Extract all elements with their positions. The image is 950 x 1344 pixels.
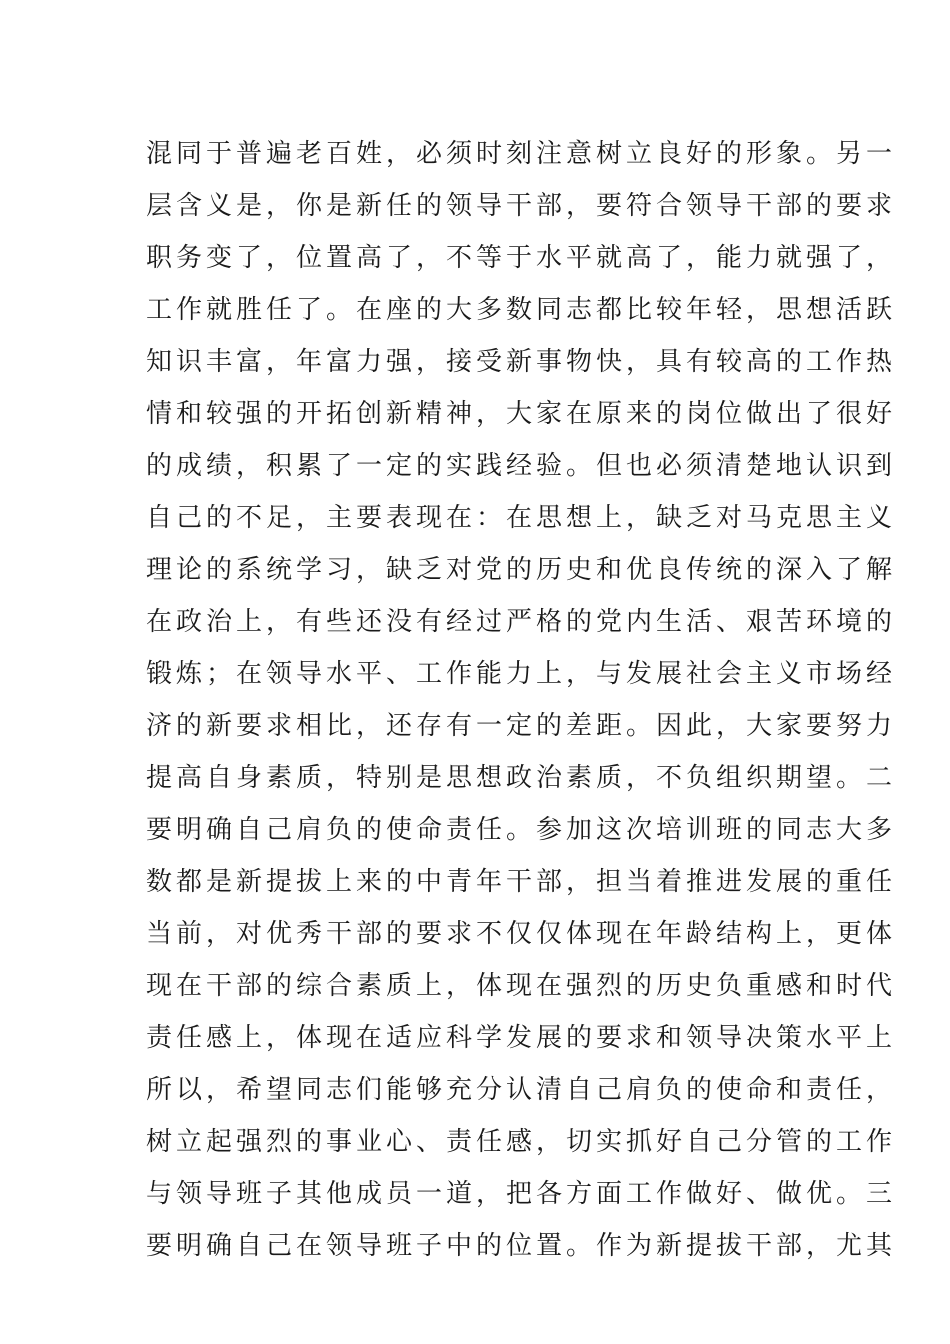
text-line: 层含义是，你是新任的领导干部，要符合领导干部的要求 xyxy=(146,191,897,221)
text-line: 现在干部的综合素质上，体现在强烈的历史负重感和时代 xyxy=(146,971,897,1001)
text-line: 提高自身素质，特别是思想政治素质，不负组织期望。二 xyxy=(146,763,897,793)
text-line: 知识丰富，年富力强，接受新事物快，具有较高的工作热 xyxy=(146,347,897,377)
text-line: 工作就胜任了。在座的大多数同志都比较年轻，思想活跃 xyxy=(146,295,897,325)
text-line: 锻炼；在领导水平、工作能力上，与发展社会主义市场经 xyxy=(146,659,897,689)
text-line: 理论的系统学习，缺乏对党的历史和优良传统的深入了解 xyxy=(146,555,897,585)
text-line: 所以，希望同志们能够充分认清自己肩负的使命和责任， xyxy=(146,1075,897,1105)
body-text xyxy=(146,128,897,1272)
text-line: 在政治上，有些还没有经过严格的党内生活、艰苦环境的 xyxy=(146,607,897,637)
text-line: 责任感上，体现在适应科学发展的要求和领导决策水平上 xyxy=(146,1023,897,1053)
text-line: 树立起强烈的事业心、责任感，切实抓好自己分管的工作 xyxy=(146,1127,897,1157)
text-line: 要明确自己肩负的使命责任。参加这次培训班的同志大多 xyxy=(146,815,897,845)
text-line: 与领导班子其他成员一道，把各方面工作做好、做优。三 xyxy=(146,1179,897,1209)
text-line: 混同于普遍老百姓，必须时刻注意树立良好的形象。另一 xyxy=(146,139,897,169)
text-line: 要明确自己在领导班子中的位置。作为新提拔干部，尤其 xyxy=(146,1231,897,1261)
text-line: 情和较强的开拓创新精神，大家在原来的岗位做出了很好 xyxy=(146,399,897,429)
text-line: 济的新要求相比，还存有一定的差距。因此，大家要努力 xyxy=(146,711,897,741)
text-line: 当前，对优秀干部的要求不仅仅体现在年龄结构上，更体 xyxy=(146,919,897,949)
text-line: 数都是新提拔上来的中青年干部，担当着推进发展的重任 xyxy=(146,867,897,897)
text-line: 职务变了，位置高了，不等于水平就高了，能力就强了， xyxy=(146,243,897,273)
text-line: 自己的不足，主要表现在：在思想上，缺乏对马克思主义 xyxy=(146,503,897,533)
text-line: 的成绩，积累了一定的实践经验。但也必须清楚地认识到 xyxy=(146,451,897,481)
